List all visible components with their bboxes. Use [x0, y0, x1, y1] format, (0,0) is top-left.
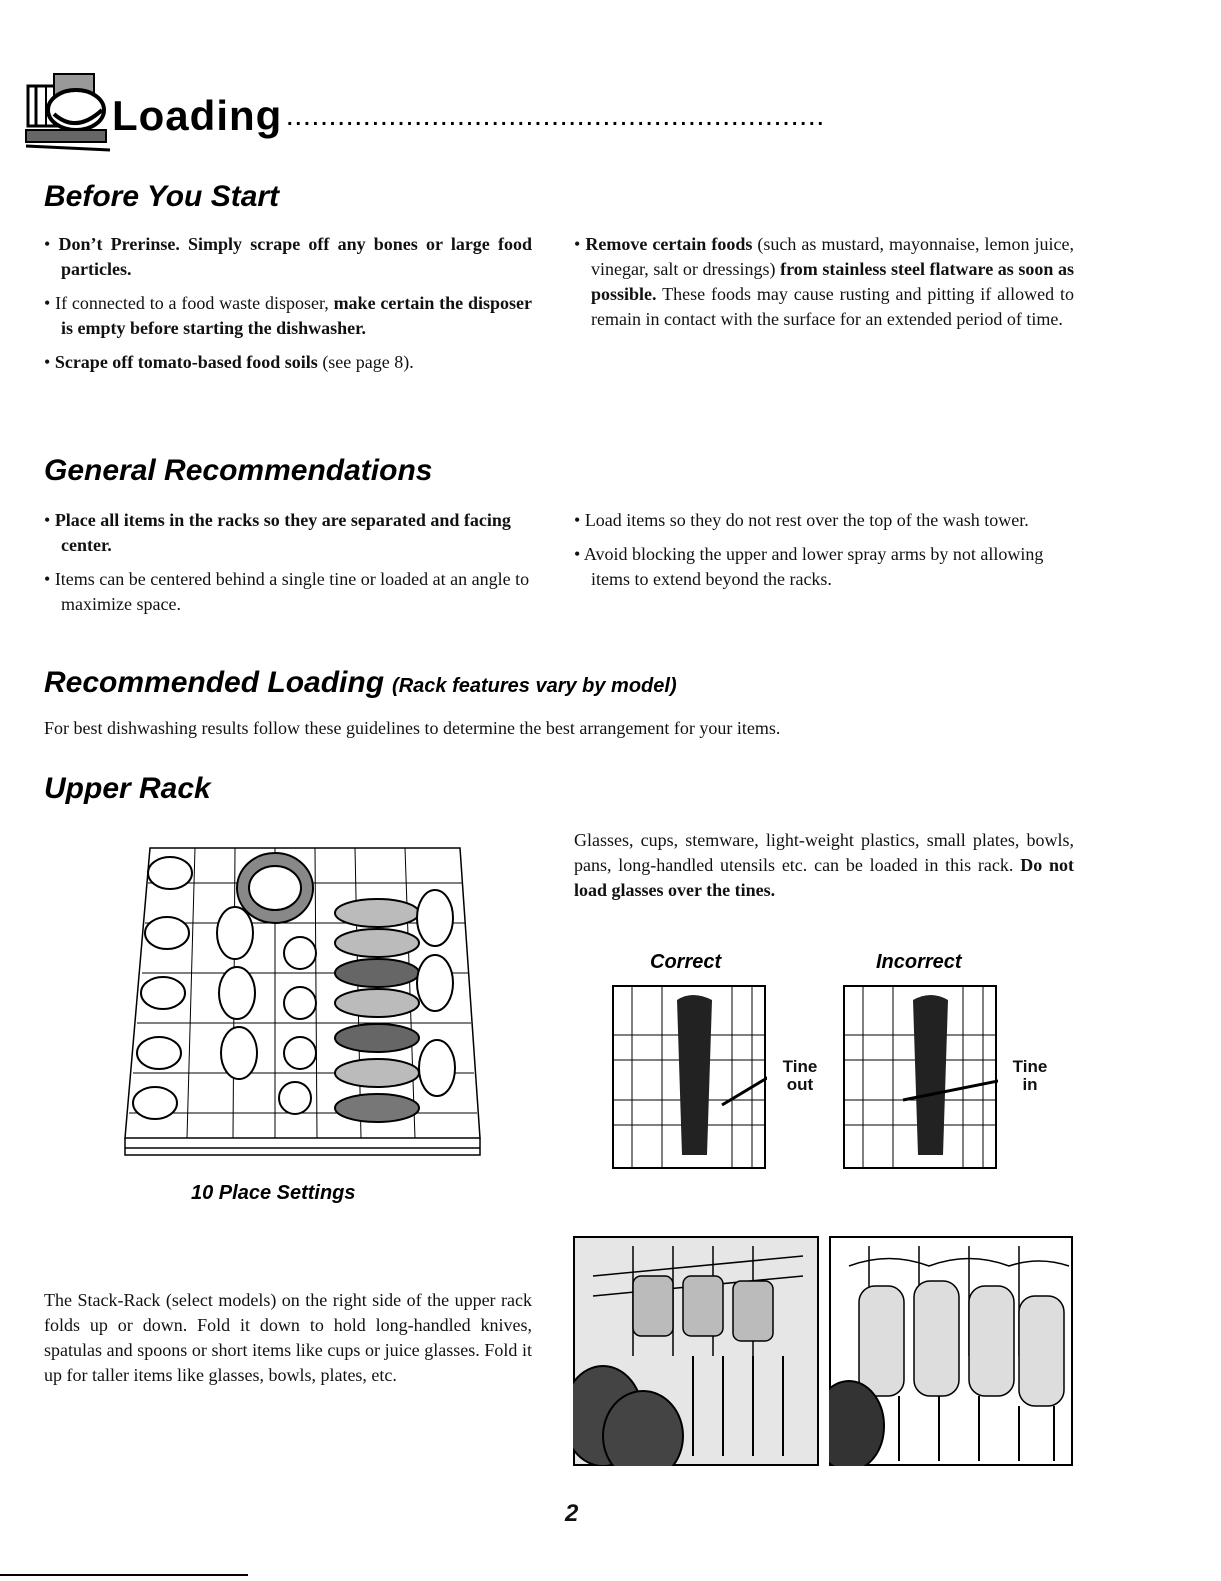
list-item: • Items can be centered behind a single tine or loaded at an angle to maximize space.	[44, 569, 530, 614]
list-item: • If connected to a food waste disposer, make certain the disposer is empty before starting the dishwasher.	[44, 293, 532, 338]
recommended-title: Recommended Loading	[44, 666, 385, 699]
page-number: 2	[565, 1500, 579, 1527]
stack-rack-paragraph: The Stack-Rack (select models) on the right side of the upper rack folds up or down. Fold it down to hold long-handled knives, spatulas and spoons or short items like cups or juice glasses. Fold it up for taller items like glasses, bowls, plates, etc.	[44, 1290, 532, 1385]
correct-label: Correct	[650, 951, 722, 973]
heading-before-you-start: Before You Start	[44, 180, 280, 213]
list-item: • Don’t Prerinse. Simply scrape off any bones or large food particles.	[44, 234, 532, 279]
list-item: • Scrape off tomato-based food soils (see page 8).	[44, 352, 414, 372]
general-right	[574, 508, 1074, 601]
before-you-start-left	[44, 232, 532, 384]
recommended-text	[44, 716, 1094, 741]
tine-in-label: Tine in	[1012, 1057, 1048, 1094]
list-item: • Remove certain foods (such as mustard, mayonnaise, lemon juice, vinegar, salt or dressings) from stainless steel flatware as soon as possible. These foods may cause rusting and pitting if allowed to remain in contact with the surface for an extended period of time.	[574, 234, 1074, 329]
incorrect-glass-diagram	[843, 985, 998, 1170]
stack-rack-folded-down-illustration	[573, 1236, 819, 1466]
page-title: Loading	[112, 92, 283, 139]
dish-rack-icon	[24, 70, 112, 154]
upper-rack-illustration	[115, 843, 485, 1163]
heading-general-recommendations: General Recommendations	[44, 454, 433, 487]
figure-caption: 10 Place Settings	[191, 1182, 356, 1204]
scan-edge-line	[0, 1574, 248, 1576]
before-you-start-right	[574, 232, 1074, 341]
recommended-note: (Rack features vary by model)	[392, 675, 677, 697]
stack-rack-folded-up-illustration	[829, 1236, 1073, 1466]
title-leader-dots: ...............................................................	[287, 108, 827, 130]
heading-recommended-loading	[44, 666, 677, 700]
list-item: • Avoid blocking the upper and lower spray arms by not allowing items to extend beyond the racks.	[574, 544, 1044, 589]
correct-glass-diagram	[612, 985, 767, 1170]
general-left	[44, 508, 532, 626]
tine-out-label: Tine out	[782, 1057, 818, 1094]
heading-upper-rack: Upper Rack	[44, 772, 211, 805]
list-item: • Load items so they do not rest over the top of the wash tower.	[574, 510, 1029, 530]
recommended-paragraph: For best dishwashing results follow these guidelines to determine the best arrangement for your items.	[44, 718, 781, 738]
incorrect-label: Incorrect	[876, 951, 962, 973]
list-item: • Place all items in the racks so they are separated and facing center.	[44, 510, 511, 555]
upper-rack-description	[574, 828, 1074, 903]
stack-rack-text	[44, 1288, 532, 1388]
upper-rack-paragraph: Glasses, cups, stemware, light-weight plastics, small plates, bowls, pans, long-handled utensils etc. can be loaded in this rack. Do not load glasses over the tines.	[574, 830, 1074, 900]
